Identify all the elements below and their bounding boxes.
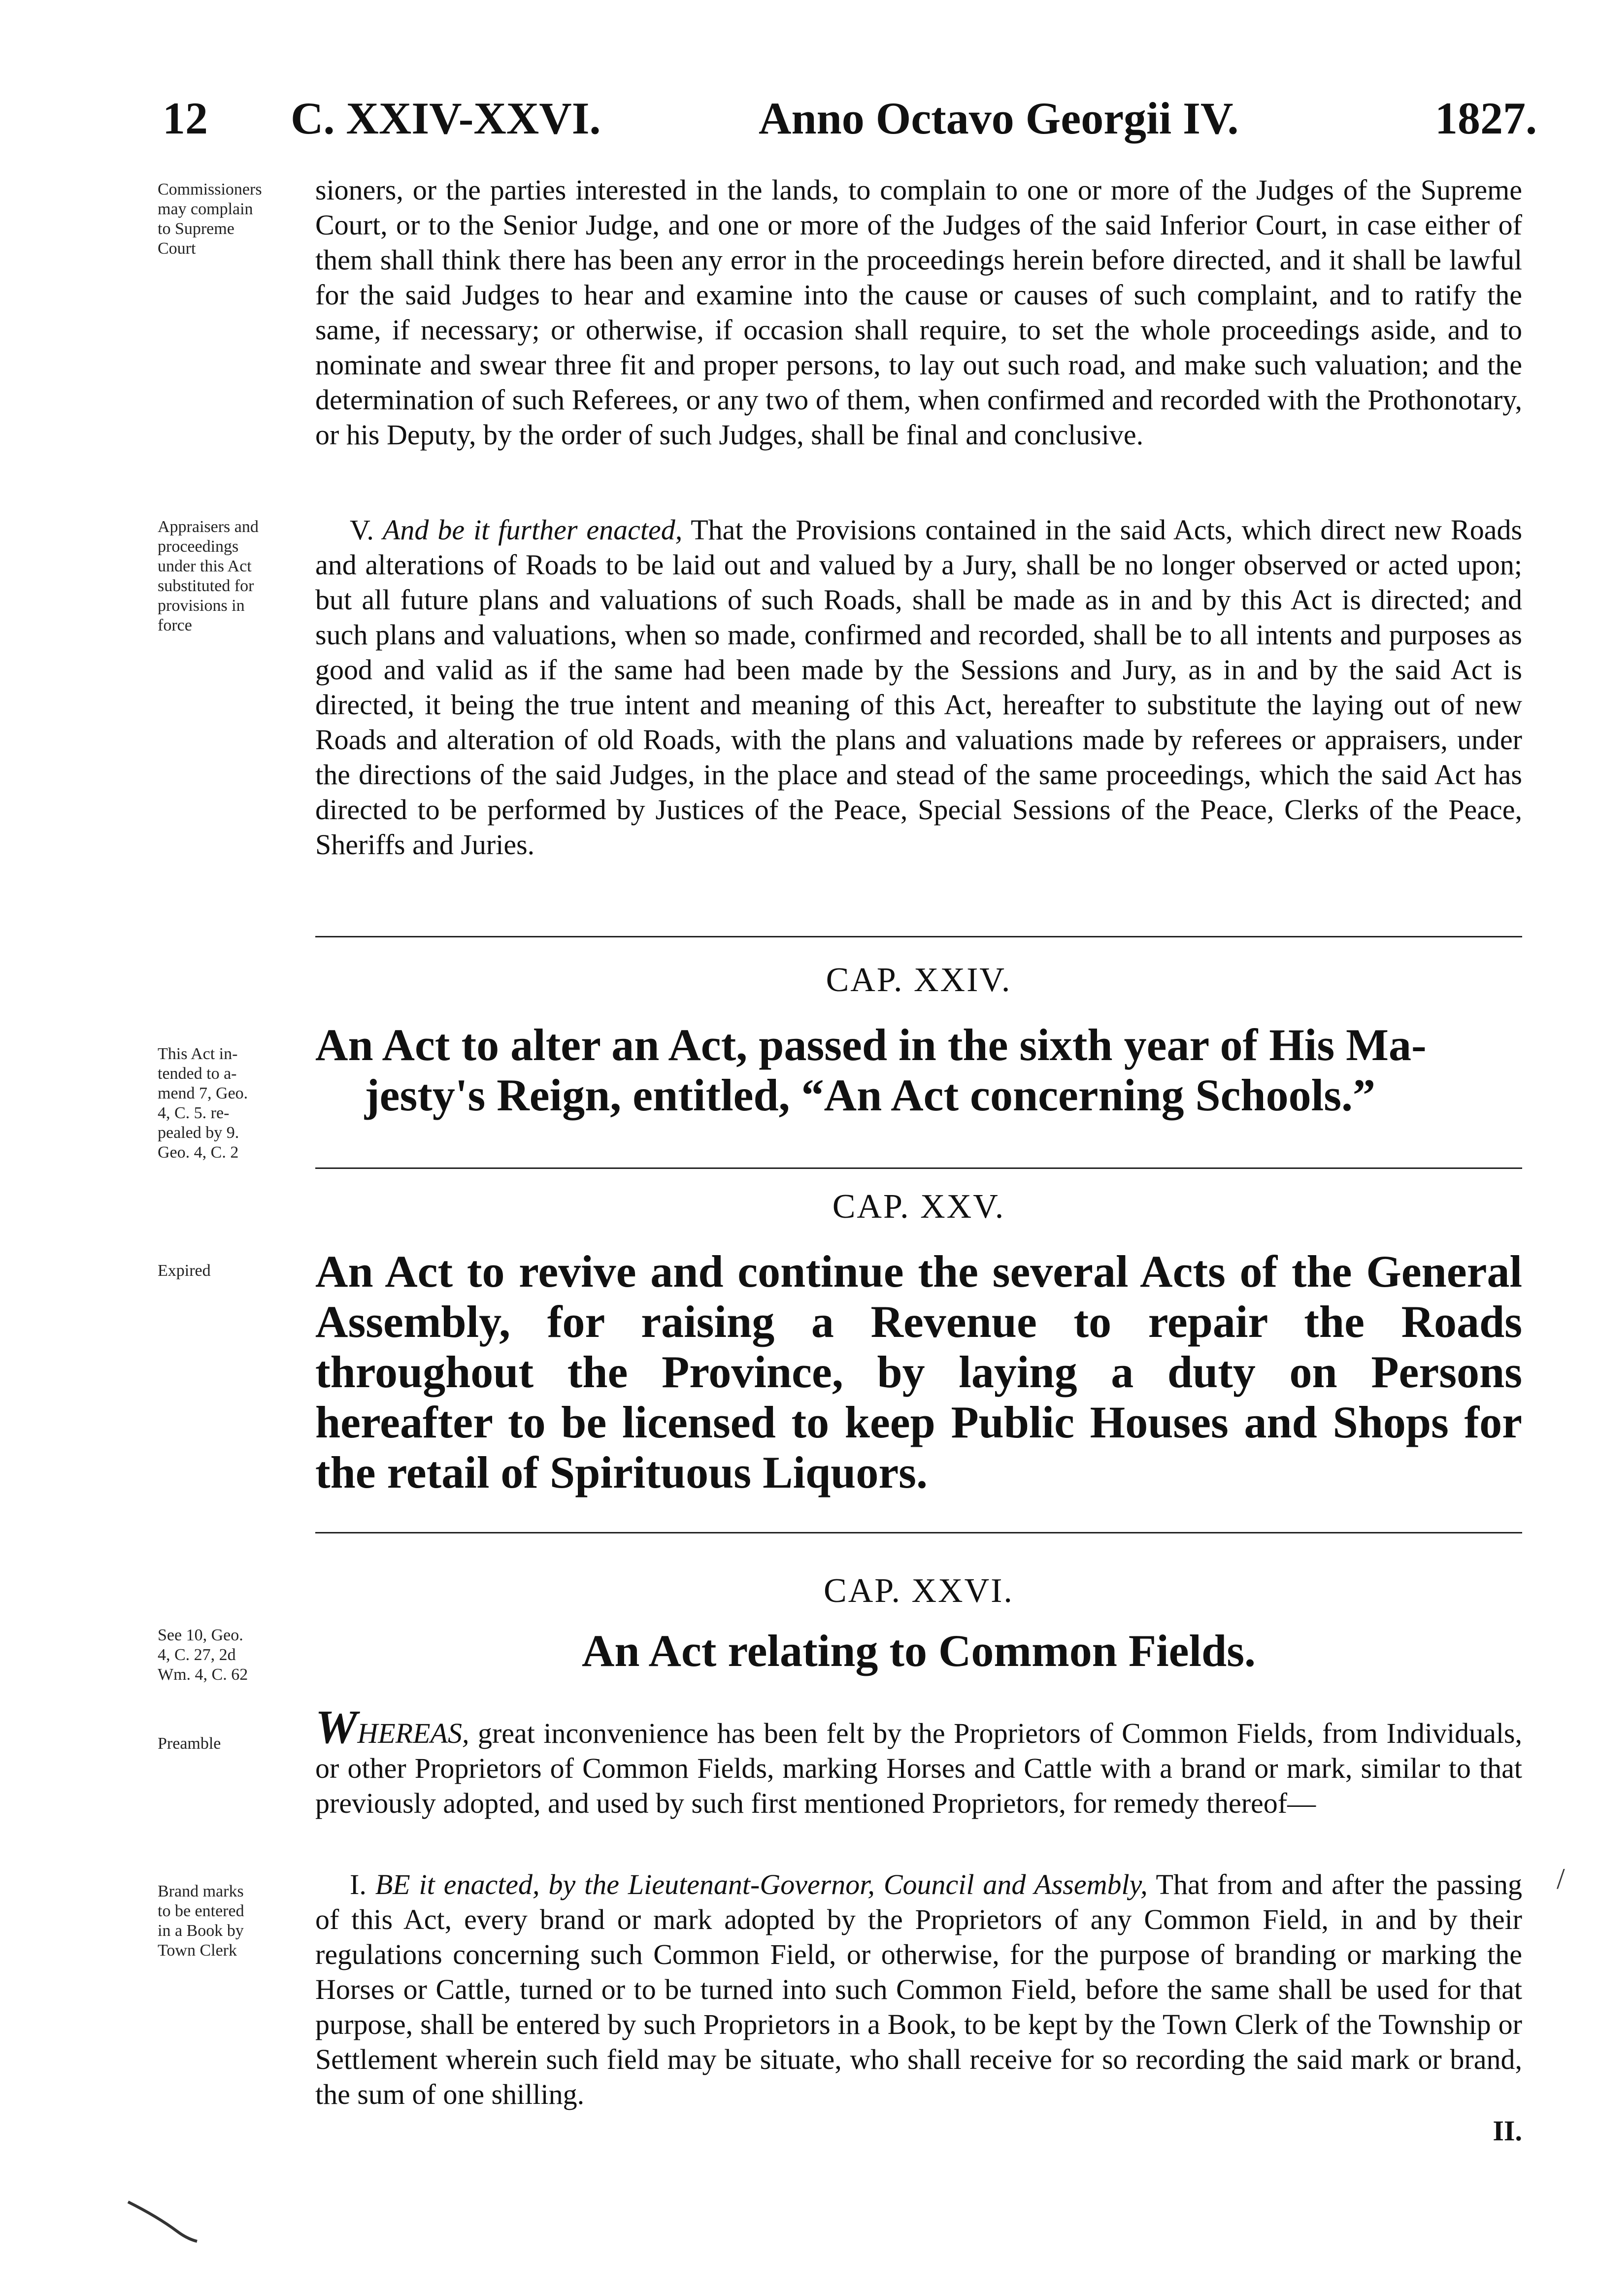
cap-26-preamble [315, 1700, 1522, 1821]
section-v-text: That the Provisions contained in the said Acts, which direct new Roads and alterations of Roads to be laid out and valued by a Jury, shall be no longer observed or acted upon; but all future plans and valuations of such Roads, shall be made as in and by this Act is directed; and such plans and valuations, when so made, confirmed and recorded, shall be to all intents and purposes as good and valid as if the same had been made by the Sessions and Jury, as in and by the said Act is directed, it being the true intent and meaning of this Act, hereafter to substitute the laying out of new Roads and alteration of old Roads, with the plans and valuations made by referees or appraisers, under the directions of the said Judges, in the place and stead of the same proceedings, which the said Act has directed to be performed by Justices of the Peace, Special Sessions of the Peace, Clerks of the Peace, Sheriffs and Juries. [315, 514, 1523, 861]
drop-cap: W [315, 1700, 358, 1753]
year: 1827. [1435, 93, 1537, 143]
stray-ink-mark [123, 2192, 222, 2251]
margin-note-appraisers: Appraisers and proceedings under this Act substituted for provisions in force [158, 518, 259, 634]
margin-note-cap24: This Act in- tended to a- mend 7, Geo. 4, C. 5. re- pealed by 9. Geo. 4, C. 2 [158, 1045, 248, 1162]
section-1-number: I. [350, 1868, 366, 1900]
margin-note-cap25: Expired [158, 1262, 211, 1280]
section-divider [315, 1167, 1522, 1169]
running-head [163, 89, 1537, 148]
continuation-paragraph [315, 172, 1522, 452]
cap-25-title: An Act to revive and continue the several Acts of the General Assembly, for raising a Revenue to repair the Roads throughout the Province, by laying a duty on Persons hereafter to be licensed to keep Public Houses and Shops for the retail of Spirituous Liquors. [315, 1246, 1522, 1497]
margin-tick-mark: / [1557, 1863, 1565, 1895]
section-v [315, 512, 1522, 862]
cap-26-section-1 [315, 1867, 1522, 2112]
cap-26-title: An Act relating to Common Fields. [581, 1626, 1256, 1676]
page-number: 12 [163, 93, 208, 143]
section-divider [315, 936, 1522, 937]
margin-note-brand: Brand marks to be entered in a Book by Town Clerk [158, 1882, 244, 1960]
section-v-number: V. [350, 514, 374, 546]
preamble-text: great inconvenience has been felt by the Proprietors of Common Fields, from Individuals, or other Proprietors of Common Fields, marking Horses and Cattle with a brand or mark, similar to that previously adopted, and used by such first mentioned Proprietors, for remedy thereof— [315, 1717, 1522, 1819]
section-divider [315, 1532, 1522, 1533]
cap-26-heading: CAP. XXVI. [824, 1572, 1014, 1610]
margin-note-commissioners: Commissioners may complain to Supreme Court [158, 180, 262, 258]
cap-24-title-line2: jesty's Reign, entitled, “An Act concerning Schools.” [365, 1070, 1376, 1120]
catchword: II. [1493, 2115, 1522, 2147]
chapter-range: C. XXIV-XXVI. [291, 93, 601, 143]
section-v-enacting: And be it further enacted, [382, 514, 683, 546]
section-1-text: That from and after the passing of this Act, every brand or mark adopted by the Proprietors of any Common Field, in and by their regulations concerning such Common Field, or otherwise, for the purpose of branding or marking the Horses or Cattle, turned or to be turned into such Common Field, before the same shall be used for that purpose, shall be entered by such Proprietors in a Book, to be kept by the Town Clerk of the Township or Settlement wherein such field may be situate, who shall receive for so recording the said mark or brand, the sum of one shilling. [315, 1868, 1523, 2110]
cap-24-title [315, 1020, 1522, 1120]
margin-note-preamble: Preamble [158, 1734, 221, 1753]
section-1-enacting: BE it enacted, by the Lieutenant-Governor, Council and Assembly, [375, 1868, 1148, 1900]
catchword-line [315, 2113, 1522, 2148]
margin-note-cap26: See 10, Geo. 4, C. 27, 2d Wm. 4, C. 62 [158, 1626, 248, 1684]
continuation-text: sioners, or the parties interested in the lands, to complain to one or more of the Judges of the Supreme Court, or to the Senior Judge, and one or more of the Judges of the said Inferior Court, in case either of them shall think there has been any error in the proceedings herein before directed, and it shall be lawful for the said Judges to hear and examine into the cause or causes of such complaint, and to ratify the same, if necessary; or otherwise, if occasion shall require, to set the whole proceedings aside, and to nominate and swear three fit and proper persons, to lay out such road, and make such valuation; and the determination of such Referees, or any two of them, when confirmed and recorded with the Prothonotary, or his Deputy, by the order of such Judges, shall be final and conclusive. [315, 174, 1522, 451]
preamble-word: HEREAS, [357, 1717, 469, 1749]
cap-24-heading: CAP. XXIV. [826, 961, 1012, 999]
cap-24-title-line1: An Act to alter an Act, passed in the sixth year of His Ma- [315, 1020, 1427, 1070]
regnal-year: Anno Octavo Georgii IV. [759, 93, 1239, 143]
cap-25-heading: CAP. XXV. [832, 1188, 1005, 1226]
